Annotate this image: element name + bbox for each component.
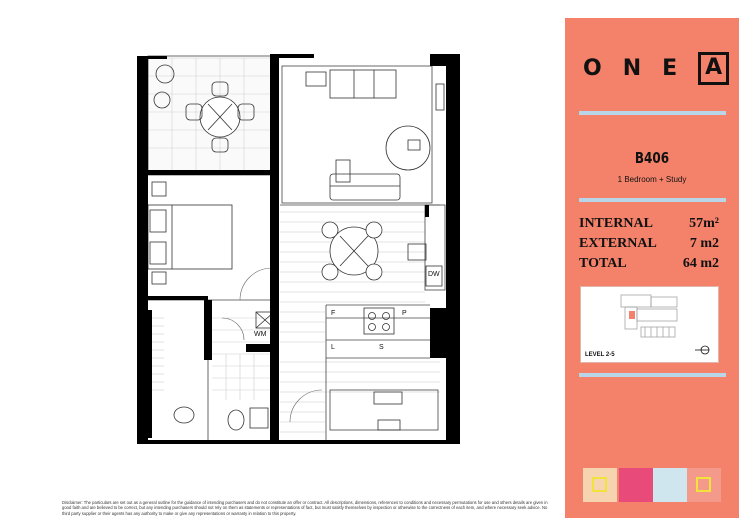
area-schedule (579, 214, 719, 274)
key-plan (580, 286, 719, 363)
brand-letter-n: N (622, 55, 642, 81)
info-panel (565, 18, 739, 518)
fridge-label: F (331, 310, 336, 317)
dining-furniture (322, 222, 426, 280)
brand-letter-a-boxed: A (698, 52, 729, 85)
level-label: LEVEL 2-5 (585, 352, 615, 358)
washing-machine-label: WM (254, 331, 267, 338)
area-row-total (579, 254, 719, 274)
dishwasher-label: DW (428, 271, 440, 278)
thumbnail-4 (687, 468, 721, 502)
brand-letter-e: E (662, 55, 678, 81)
pantry-label: P (402, 310, 407, 317)
divider-top (579, 111, 726, 115)
external-value: 7 m2 (689, 236, 719, 251)
storage-label: S (379, 344, 384, 351)
area-row-internal (579, 214, 719, 234)
internal-value: 57m² (689, 216, 719, 231)
bedroom-furniture (148, 182, 232, 284)
internal-label: INTERNAL (579, 216, 653, 231)
thumbnail-2 (619, 468, 653, 502)
divider-bottom (579, 373, 726, 377)
key-plan-drawing (581, 287, 718, 362)
brand-letter-o: O (583, 55, 602, 81)
total-value: 64 m2 (682, 256, 719, 271)
total-label: TOTAL (579, 256, 627, 271)
unit-code: B406 (634, 149, 670, 167)
linen-label: L (331, 344, 335, 351)
thumbnail-1 (583, 468, 617, 502)
divider-middle (579, 198, 726, 202)
unit-type: 1 Bedroom + Study (617, 175, 687, 184)
study-floor (150, 318, 164, 390)
brand-logo (583, 53, 733, 83)
disclaimer-text: Disclaimer: The particulars are set out as a general outline for the guidance of intending purchasers and do not constitute an offer or contract. All descriptions, dimensions, references to conditions and necessary permutations for use and others details are given in good faith and are believed to be correct, but any intending purchasers should not rely on them as statements or representations of fact, but must satisfy themselves by inspection or otherwise to the correctness of each item, and where necessary seek advice. No third party supplier or their agents has any authority to make or give any representations or warranty in relation to this property. (62, 500, 548, 516)
area-row-external (579, 234, 719, 254)
external-label: EXTERNAL (579, 236, 657, 251)
living-furniture (306, 70, 444, 200)
thumbnail-3 (653, 468, 687, 502)
